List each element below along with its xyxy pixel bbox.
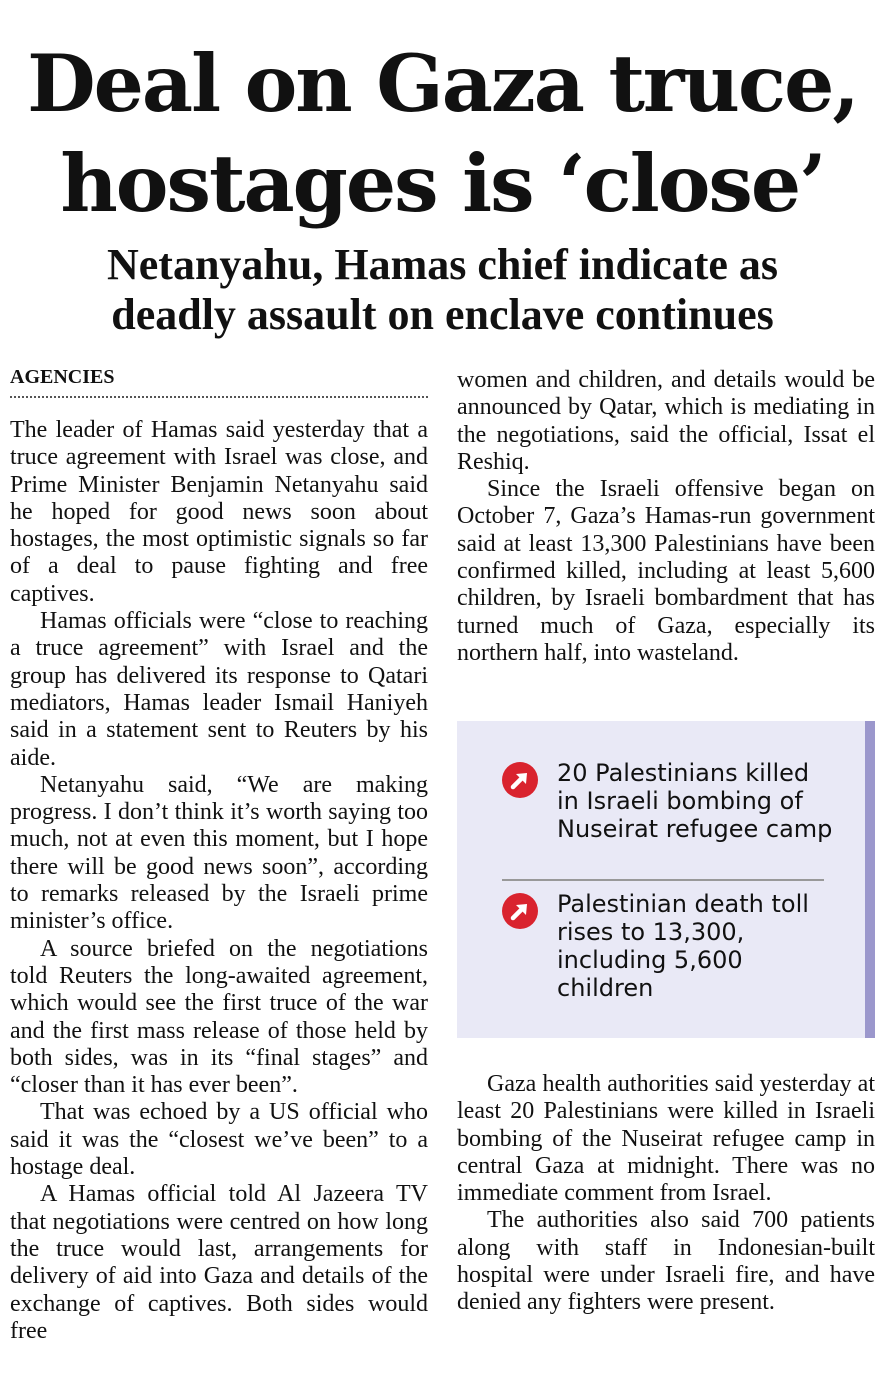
byline: AGENCIES: [10, 364, 428, 398]
highlight-divider: [502, 879, 824, 881]
headline-line-2: hostages is ‘close’: [60, 137, 825, 230]
arrow-up-right-icon: [502, 762, 538, 798]
article-paragraph: Since the Israeli offensive began on October 7, Gaza’s Hamas-run government said at least 13,300 Palestinians have been confirmed killed, including at least 5,600 children, by Israeli bombardment that has turned much of Gaza, especially its northern half, into wasteland.: [457, 476, 875, 666]
article-paragraph: Hamas officials were “close to reaching a truce agreement” with Israel and the group has delivered its response to Qatari mediators, Hamas leader Ismail Haniyeh said in a statement sent to Reuters by his aide.: [10, 608, 428, 771]
article-column-right-bottom: [457, 1071, 875, 1317]
article-paragraph: Gaza health authorities said yesterday at least 20 Palestinians were killed in Israeli bombing of the Nuseirat refugee camp in central Gaza at midnight. There was no immediate comment from Israel.: [457, 1071, 875, 1207]
article-paragraph: Netanyahu said, “We are making progress. I don’t think it’s worth saying too much, not at even this moment, but I hope there will be good news soon”, according to remarks released by the Israeli prime minister’s office.: [10, 771, 428, 935]
headline: [0, 34, 885, 234]
highlights-box: [457, 721, 875, 1038]
article-paragraph: The authorities also said 700 patients along with staff in Indonesian-built hospital were under Israeli fire, and have denied any fighters were present.: [457, 1207, 875, 1316]
highlight-text: 20 Palestinians killed in Israeli bombing of Nuseirat refugee camp: [557, 759, 833, 843]
subheadline: [0, 240, 885, 340]
highlight-text: Palestinian death toll rises to 13,300, including 5,600 children: [557, 890, 809, 1002]
article-column-left: [10, 417, 428, 1345]
headline-line-1: Deal on Gaza truce,: [27, 37, 858, 130]
article-paragraph: women and children, and details would be announced by Qatar, which is mediating in the negotiations, said the official, Issat el Reshiq.: [457, 367, 875, 475]
article-paragraph: The leader of Hamas said yesterday that a truce agreement with Israel was close, and Prime Minister Benjamin Netanyahu said he hoped for good news soon about hostages, the most optimistic signals so far of a deal to pause fighting and free captives.: [10, 417, 428, 607]
subheadline-line-1: Netanyahu, Hamas chief indicate as: [107, 240, 778, 289]
subheadline-line-2: deadly assault on enclave continues: [111, 290, 774, 339]
article-column-right-top: [457, 367, 875, 667]
arrow-up-right-icon: [502, 893, 538, 929]
article-paragraph: A Hamas official told Al Jazeera TV that negotiations were centred on how long the truce would last, arrangements for delivery of aid into Gaza and details of the exchange of captives. Both sides would free: [10, 1181, 428, 1344]
article-paragraph: A source briefed on the negotiations told Reuters the long-awaited agreement, which would see the first truce of the war and the first mass release of those held by both sides, was in its “final stages” and “closer than it has ever been”.: [10, 935, 428, 1099]
article-paragraph: That was echoed by a US official who said it was the “closest we’ve been” to a hostage deal.: [10, 1099, 428, 1181]
